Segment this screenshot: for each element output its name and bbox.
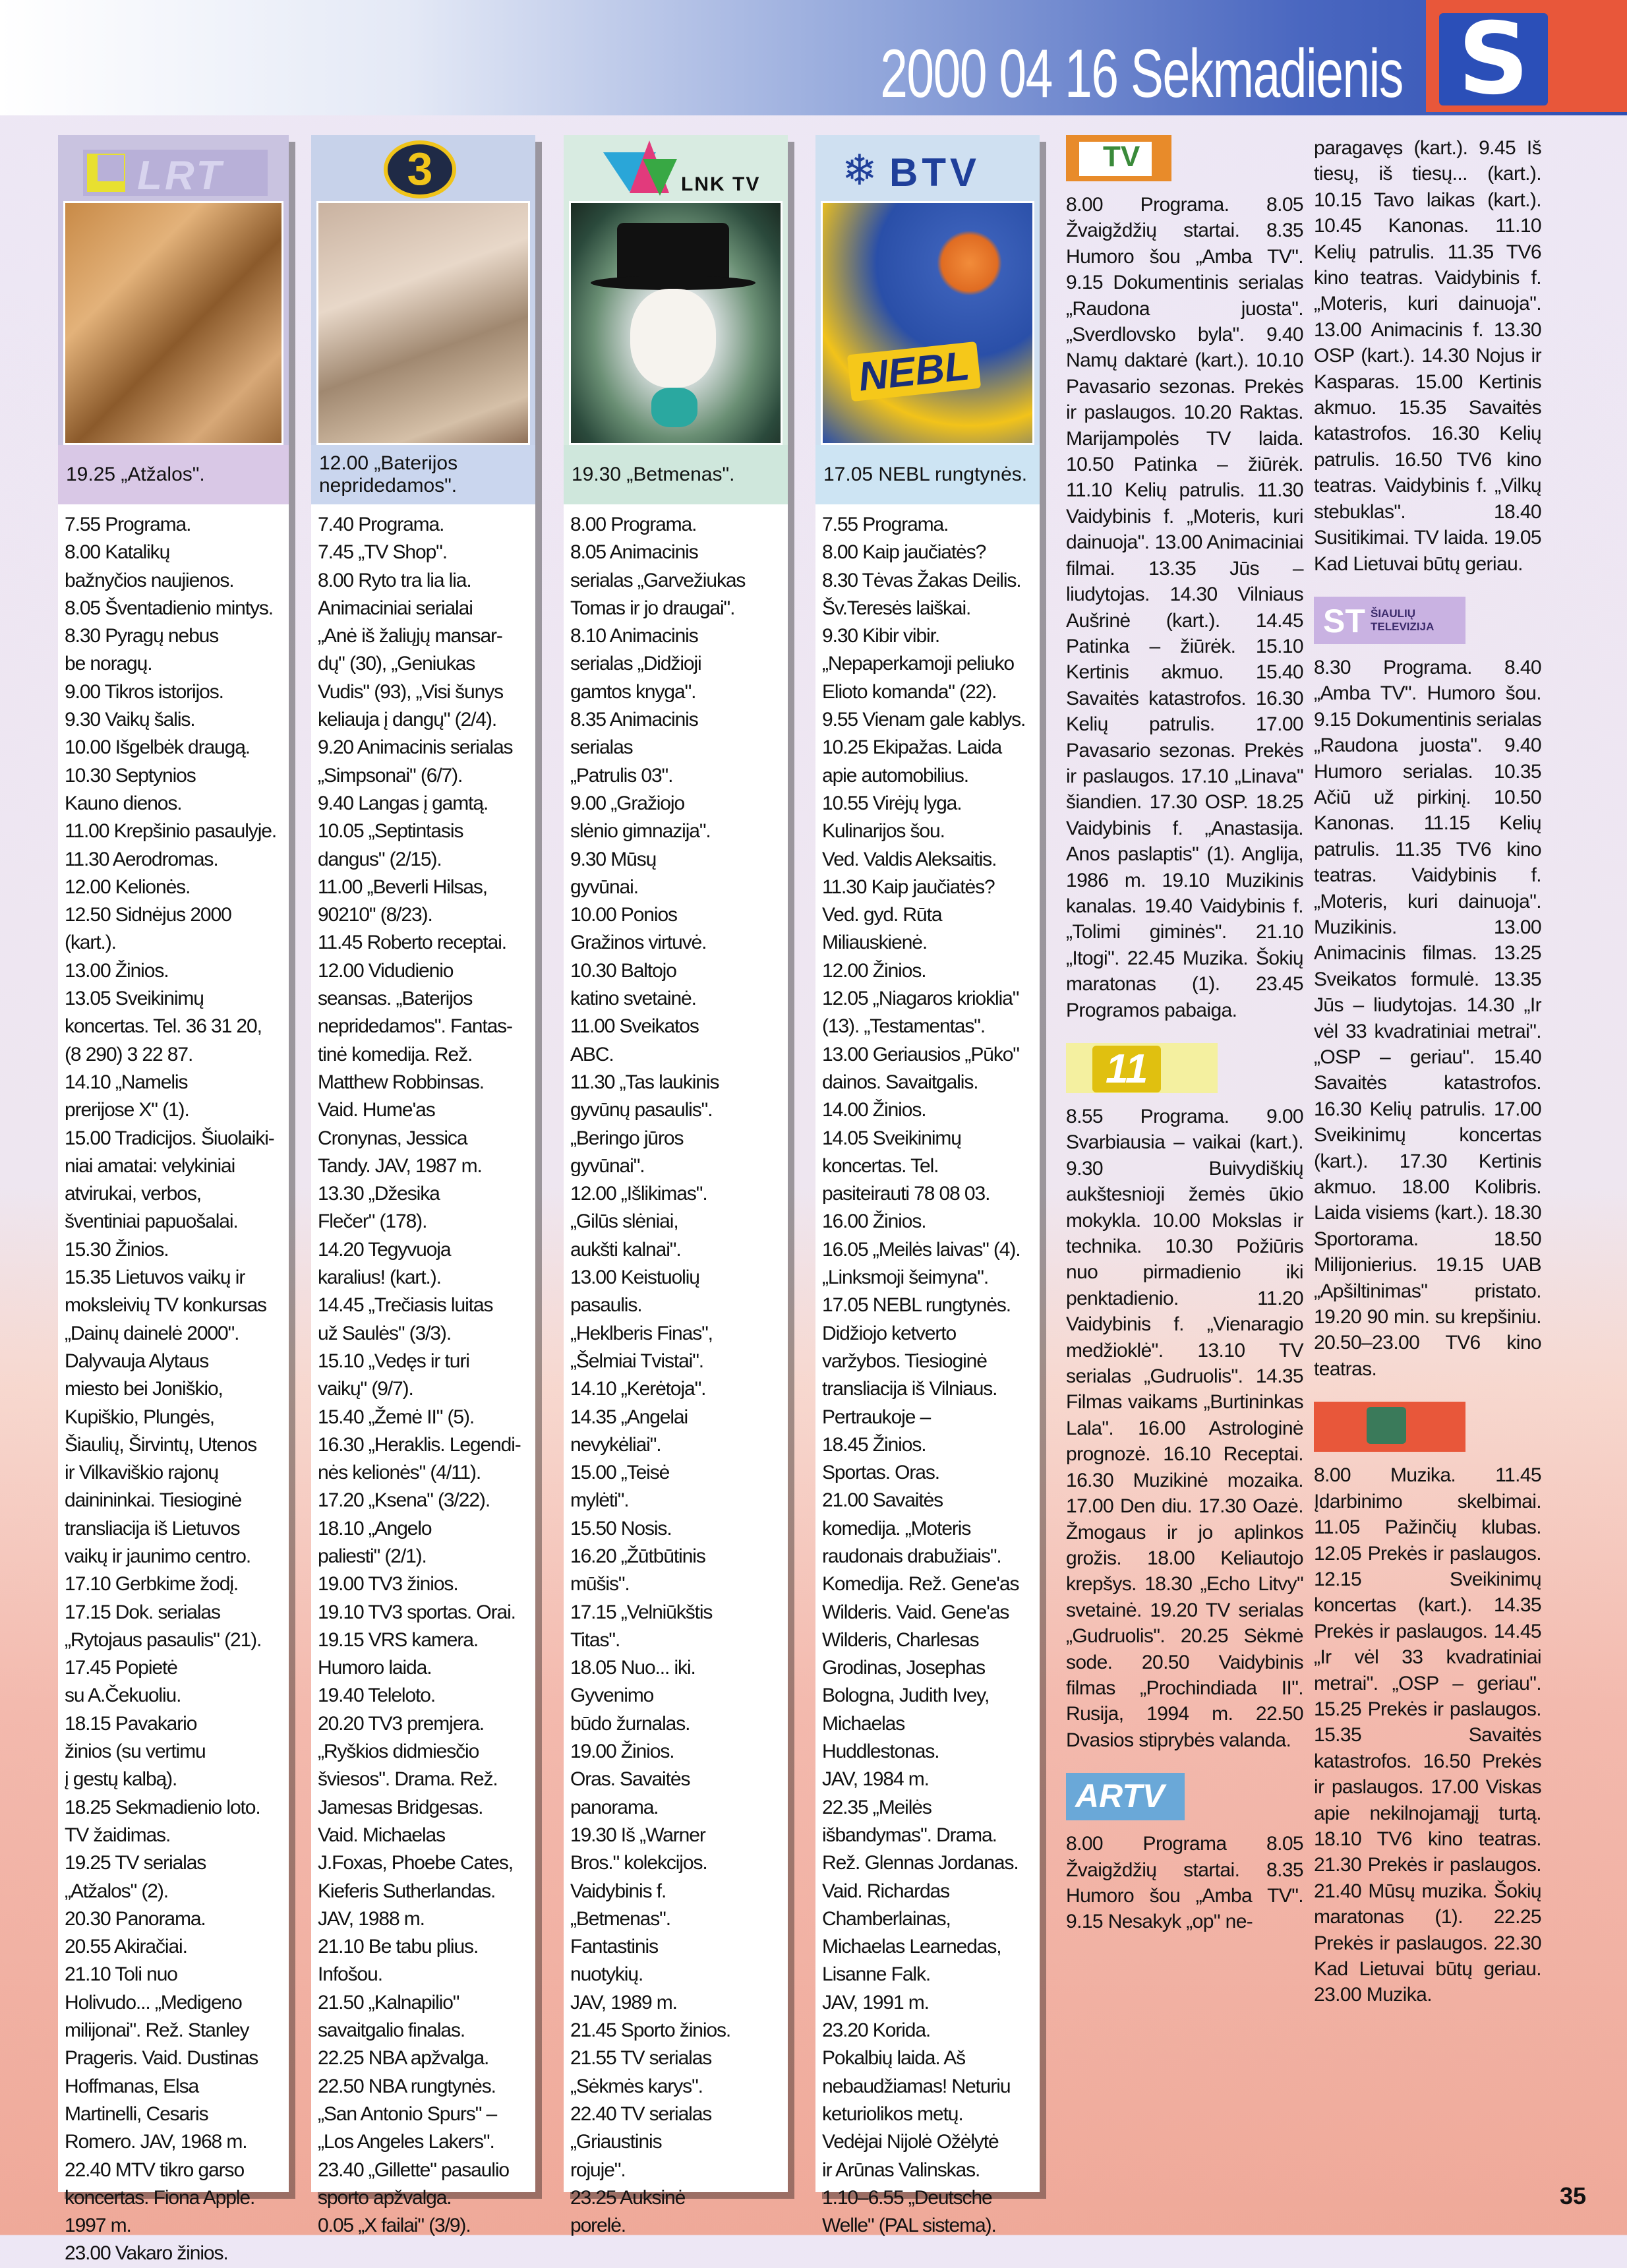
- vilniaus-tv-schedule: 8.00 Programa. 8.05 Žvaigždžių startai. 8.35 Humoro šou „Amba TV". 9.15 Dokumentinis serialas „Raudona juosta". „Sverdlovsko byla". 9.40 Namų daktarė (kart.). 10.10 Pavasario sezonas. Prekės ir paslaugos. 10.20 Raktas. Marijampolės TV laida. 10.50 Patinka – žiūrėk. 11.10 Kelių patrulis. 11.30 Vaidybinis f. „Moteris, kuri dainuoja". 13.00 Animaciniai filmai. 13.35 Jūs – liudytojas. 14.30 Vilniaus Aušrinė (kart.). 14.45 Patinka – žiūrėk. 15.10 Kertinis akmuo. 15.40 Savaitės katastrofos. 16.30 Kelių patrulis. 17.00 Pavasario sezonas. Prekės ir paslaugos. 17.10 „Linava" šiandien. 17.30 OSP. 18.25 Vaidybinis f. „Anastasija. Anos paslaptis" (1). Anglija, 1986 m. 19.10 Muzikinis kanalas. 19.40 Vaidybinis f. „Tolimi giminės". 21.10 „Itogi". 22.45 Muzika. Šokių maratonas (1). 23.45 Programos pabaiga.: [1066, 194, 1303, 1021]
- artv-logo: [1066, 1773, 1185, 1820]
- column-btv: [815, 135, 1040, 2237]
- lnk-logo: [603, 140, 761, 198]
- regional-column-right: [1314, 135, 1541, 2192]
- page-header: [0, 0, 1627, 115]
- column-lrt: [58, 135, 289, 2265]
- tv6-schedule: 8.00 Muzika. 11.45 Įdarbinimo skelbimai. 11.05 Pažinčių klubas. 12.05 Prekės ir paslaugos. 12.15 Sveikinimų koncertas (kart.). 14.35 Prekės ir paslaugos. 14.45 „Ir vėl 33 kvadratiniai metrai". „OSP – geriau". 15.25 Prekės ir paslaugos. 15.35 Savaitės katastrofos. 16.50 Prekės ir paslaugos. 17.00 Viskas apie nekilnojamąjį turtą. 18.10 TV6 kino teatras. 21.30 Prekės ir paslaugos. 21.40 Mūsų muzika. Šokių maratonas (1). 22.25 Prekės ir paslaugos. 22.30 Kad Lietuvai būtų geriau. 23.00 Muzika.: [1314, 1464, 1541, 2006]
- artv-logo-text: ARTV: [1075, 1777, 1165, 1815]
- joker-hat: [617, 223, 729, 282]
- tv11-logo: [1066, 1043, 1218, 1093]
- lnk-header-box: [564, 135, 788, 445]
- lrt-logo-text: LRT: [137, 153, 224, 198]
- spacer: [1314, 577, 1541, 597]
- regional-column-left: [1066, 135, 1303, 2192]
- siauliu-tv-schedule: 8.30 Programa. 8.40 „Amba TV". Humoro šou. 9.15 Dokumentinis serialas „Raudona juosta". 9.40 Humoro serialas. 10.35 Ačiū už pirkinį. 10.50 Kanonas. 11.15 Kelių patrulis. 11.35 TV6 kino teatras. Vaidybinis f. „Moteris, kuri dainuoja". Muzikinis. 13.00 Animacinis filmas. 13.25 Sveikatos formulė. 13.35 Jūs – liudytojas. 14.30 „Ir vėl 33 kvadratiniai metrai". „OSP – geriau". 15.40 Savaitės katastrofos. 16.30 Kelių patrulis. 17.00 Sveikinimų koncertas (kart.). 17.30 Kertinis akmuo. 18.00 Kolibris. Laida visiems (kart.). 18.30 Sportorama. 18.50 Milijonierius. 19.15 UAB „Apšiltinimas" pristato. 19.20 90 min. su krepšiniu. 20.50–23.00 TV6 kino teatras.: [1314, 656, 1541, 1380]
- btv-photo: [821, 201, 1034, 445]
- day-letter: S: [1439, 13, 1548, 105]
- btv-logo: [842, 147, 1020, 193]
- lrt-schedule: 7.55 Programa. 8.00 Katalikų bažnyčios naujienos. 8.05 Šventadienio mintys. 8.30 Pyragų nebus be noragų. 9.00 Tikros istorijos. 9.30 Vaikų šalis. 10.00 Išgelbėk draugą. 10.30 Septynios Kauno dienos. 11.00 Krepšinio pasaulyje. 11.30 Aerodromas. 12.00 Kelionės. 12.50 Sidnėjus 2000 (kart.). 13.00 Žinios. 13.05 Sveikinimų koncertas. Tel. 36 31 20, (8 290) 3 22 87. 14.10 „Namelis prerijose X" (1). 15.00 Tradicijos. Šiuolaiki- niai amatai: velykiniai atvirukai, verbos, šventiniai papuošalai. 15.30 Žinios. 15.35 Lietuvos vaikų ir moksleivių TV konkursas „Dainų dainelė 2000". Dalyvauja Alytaus miesto bei Joniškio, Kupiškio, Plungės, Šiaulių, Širvintų, Utenos ir Vilkaviškio rajonų dainininkai. Tiesioginė transliacija iš Lietuvos vaikų ir jaunimo centro. 17.10 Gerbkime žodį. 17.15 Dok. serialas „Rytojaus pasaulis" (21). 17.45 Popietė su A.Čekuoliu. 18.15 Pavakario žinios (su vertimu į gestų kalbą). 18.25 Sekmadienio loto. TV žaidimas. 19.25 TV serialas „Atžalos" (2). 20.30 Panorama. 20.55 Akiračiai. 21.10 Toli nuo Holivudo... „Medigeno milijonai". Rež. Stanley Prageris. Vaid. Dustinas Hoffmanas, Elsa Martinelli, Cesaris Romero. JAV, 1968 m. 22.40 MTV tikro garso koncertas. Fiona Apple. 1997 m. 23.00 Vakaro žinios.: [65, 514, 277, 2265]
- btv-logo-snowflake-icon: ❄: [842, 146, 877, 194]
- page-number: 35: [1559, 2182, 1586, 2209]
- btv-headline: 17.05 NEBL rungtynės.: [815, 445, 1040, 504]
- lrt-headline: 19.25 „Atžalos".: [58, 445, 289, 504]
- siauliu-tv-logo-text: ŠIAULIŲ TELEVIZIJA: [1371, 607, 1435, 633]
- column-tv3: [311, 135, 535, 2237]
- tv6-logo-mark: [1367, 1407, 1406, 1444]
- tv3-schedule: 7.40 Programa. 7.45 „TV Shop". 8.00 Ryto tra lia lia. Animaciniai serialai „Anė iš žaliųjų mansar- dų" (30), „Geniukas Vudis" (93), „Visi šunys keliauja į dangų" (2/4). 9.20 Animacinis serialas „Simpsonai" (6/7). 9.40 Langas į gamtą. 10.05 „Septintasis dangus" (2/15). 11.00 „Beverli Hilsas, 90210" (8/23). 11.45 Roberto receptai. 12.00 Vidudienio seansas. „Baterijos nepridedamos". Fantas- tinė komedija. Rež. Matthew Robbinsas. Vaid. Hume'as Cronynas, Jessica Tandy. JAV, 1987 m. 13.30 „Džesika Flečer" (178). 14.20 Tegyvuoja karalius! (kart.). 14.45 „Trečiasis luitas už Saulės" (3/3). 15.10 „Vedęs ir turi vaikų" (9/7). 15.40 „Žemė II" (5). 16.30 „Heraklis. Legendi- nės kelionės" (4/11). 17.20 „Ksena" (3/22). 18.10 „Angelo paliesti" (2/1). 19.00 TV3 žinios. 19.10 TV3 sportas. Orai. 19.15 VRS kamera. Humoro laida. 19.40 Teleloto. 20.20 TV3 premjera. „Ryškios didmiesčio šviesos". Drama. Rež. Jamesas Bridgesas. Vaid. Michaelas J.Foxas, Phoebe Cates, Kieferis Sutherlandas. JAV, 1988 m. 21.10 Be tabu plius. Infošou. 21.50 „Kalnapilio" savaitgalio finalas. 22.25 NBA apžvalga. 22.50 NBA rungtynės. „San Antonio Spurs" – „Los Angeles Lakers". 23.40 „Gillette" pasaulio sporto apžvalga. 0.05 „X failai" (3/9).: [318, 514, 521, 2237]
- nebl-logo-text: NEBL: [847, 342, 981, 402]
- spacer: [1314, 1382, 1541, 1402]
- spacer: [1066, 1023, 1303, 1043]
- vilniaus-tv-logo: [1066, 135, 1171, 181]
- tv11-schedule: 8.55 Programa. 9.00 Svarbiausia – vaikai (kart.). 9.30 Buivydiškių aukštesnioji žemės ūkio mokykla. 10.00 Mokslas ir technika. 10.30 Požiūris nuo pirmadienio iki penktadienio. 11.20 Vaidybinis f. „Vienaragio medžioklė". 13.10 TV serialas „Gudruolis". 14.35 Filmas vaikams „Burtininkas Lala". 16.00 Astrologinė prognozė. 16.10 Receptai. 16.30 Muzikinė mozaika. 17.00 Den diu. 17.30 Oazė. Žmogaus ir jo aplinkos grožis. 18.00 Keliautojo krepšys. 18.30 „Echo Litvy" svetainė. 19.20 TV serialas „Gudruolis". 20.25 Sėkmė sode. 20.50 Vaidybinis filmas „Prochindiada II". Rusija, 1994 m. 22.50 Dvasios stiprybės valanda.: [1066, 1106, 1303, 1751]
- date-title: 2000 04 16 Sekmadienis: [880, 36, 1403, 112]
- btv-header-box: [815, 135, 1040, 445]
- tv3-logo-text: 3: [407, 143, 433, 194]
- lnk-headline: 19.30 „Betmenas".: [564, 445, 788, 504]
- btv-logo-text: BTV: [889, 150, 980, 194]
- spacer: [1066, 1753, 1303, 1773]
- lnk-schedule: 8.00 Programa. 8.05 Animacinis serialas „Garvežiukas Tomas ir jo draugai". 8.10 Animacinis serialas „Didžioji gamtos knyga". 8.35 Animacinis serialas „Patrulis 03". 9.00 „Gražiojo slėnio gimnazija". 9.30 Mūsų gyvūnai. 10.00 Ponios Gražinos virtuvė. 10.30 Baltojo katino svetainė. 11.00 Sveikatos ABC. 11.30 „Tas laukinis gyvūnų pasaulis". „Beringo jūros gyvūnai". 12.00 „Išlikimas". „Gilūs slėniai, aukšti kalnai". 13.00 Keistuolių pasaulis. „Heklberis Finas", „Šelmiai Tvistai". 14.10 „Kerėtoja". 14.35 „Angelai nevykėliai". 15.00 „Teisė mylėti". 15.50 Nosis. 16.20 „Žūtbūtinis mūšis". 17.15 „Velniūkštis Titas". 18.05 Nuo... iki. Gyvenimo būdo žurnalas. 19.00 Žinios. Oras. Savaitės panorama. 19.30 Iš „Warner Bros." kolekcijos. Vaidybinis f. „Betmenas". Fantastinis nuotykių. JAV, 1989 m. 21.45 Sporto žinios. 21.55 TV serialas „Sėkmės karys". 22.40 TV serialas „Griaustinis rojuje". 23.25 Auksinė porelė.: [570, 514, 746, 2237]
- tv3-header-box: [311, 135, 535, 445]
- lrt-header-box: [58, 135, 289, 445]
- btv-schedule: 7.55 Programa. 8.00 Kaip jaučiatės? 8.30 Tėvas Žakas Deilis. Šv.Teresės laiškai. 9.30 Kibir vibir. „Nepaperkamoji peliuko Elioto komanda" (22). 9.55 Vienam gale kablys. 10.25 Ekipažas. Laida apie automobilius. 10.55 Virėjų lyga. Kulinarijos šou. Ved. Valdis Aleksaitis. 11.30 Kaip jaučiatės? Ved. gyd. Rūta Miliauskienė. 12.00 Žinios. 12.05 „Niagaros krioklia" (13). „Testamentas". 13.00 Geriausios „Pūko" dainos. Savaitgalis. 14.00 Žinios. 14.05 Sveikinimų koncertas. Tel. pasiteirauti 78 08 03. 16.00 Žinios. 16.05 „Meilės laivas" (4). „Linksmoji šeimyna". 17.05 NEBL rungtynės. Didžiojo ketverto varžybos. Tiesioginė transliacija iš Vilniaus. Pertraukoje – 18.45 Žinios. Sportas. Oras. 21.00 Savaitės komedija. „Moteris raudonais drabužiais". Komedija. Rež. Gene'as Wilderis. Vaid. Gene'as Wilderis, Charlesas Grodinas, Josephas Bologna, Judith Ivey, Michaelas Huddlestonas. JAV, 1984 m. 22.35 „Meilės išbandymas". Drama. Rež. Glennas Jordanas. Vaid. Richardas Chamberlainas, Michaelas Learnedas, Lisanne Falk. JAV, 1991 m. 23.20 Korida. Pokalbių laida. Aš nebaudžiamas! Neturiu keturiolikos metų. Vedėjai Nijolė Ožėlytė ir Arūnas Valinskas. 1.10–6.55 „Deutsche Welle" (PAL sistema).: [822, 514, 1026, 2237]
- tv3-headline: 12.00 „Baterijos nepridedamos".: [311, 445, 535, 504]
- joker-hat-brim: [591, 276, 755, 290]
- lrt-photo: [63, 201, 283, 445]
- tv3-logo: [384, 140, 456, 198]
- joker-tie: [651, 388, 697, 427]
- tv6-top-schedule: paragavęs (kart.). 9.45 Iš tiesų, iš tiesų... (kart.). 10.15 Tavo laikas (kart.). 10.45 Kanonas. 11.10 Kelių patrulis. 11.35 TV6 kino teatras. Vaidybinis f. „Moteris, kuri dainuoja". 13.00 Animacinis f. 13.30 OSP (kart.). 14.30 Nojus ir Kasparas. 15.00 Kertinis akmuo. 15.35 Savaitės katastrofos. 16.30 Kelių patrulis. 16.50 TV6 kino teatras. Vaidybinis f. „Vilkų stebuklas". 18.40 Susitikimai. TV laida. 19.05 Kad Lietuvai būtų geriau.: [1314, 137, 1541, 575]
- siauliu-tv-logo: [1314, 597, 1465, 644]
- day-badge: [1426, 0, 1627, 117]
- lnk-logo-shape-green: [643, 159, 677, 196]
- column-lnk: [564, 135, 788, 2237]
- tv11-logo-text: 11: [1092, 1046, 1161, 1092]
- tv6-logo: [1314, 1402, 1465, 1452]
- joker-face: [630, 289, 716, 388]
- lrt-logo-mark-cut: [98, 155, 124, 181]
- lnk-logo-text: LNK TV: [681, 173, 761, 195]
- lnk-photo: [569, 201, 783, 445]
- vilniaus-tv-logo-text: TV: [1103, 140, 1140, 173]
- siauliu-tv-logo-mark: ST: [1323, 602, 1365, 640]
- tv3-photo: [316, 201, 530, 445]
- artv-schedule: 8.00 Programa 8.05 Žvaigždžių startai. 8.35 Humoro šou „Amba TV". 9.15 Nesakyk „op" ne-: [1066, 1833, 1303, 1933]
- lrt-logo: [83, 150, 268, 196]
